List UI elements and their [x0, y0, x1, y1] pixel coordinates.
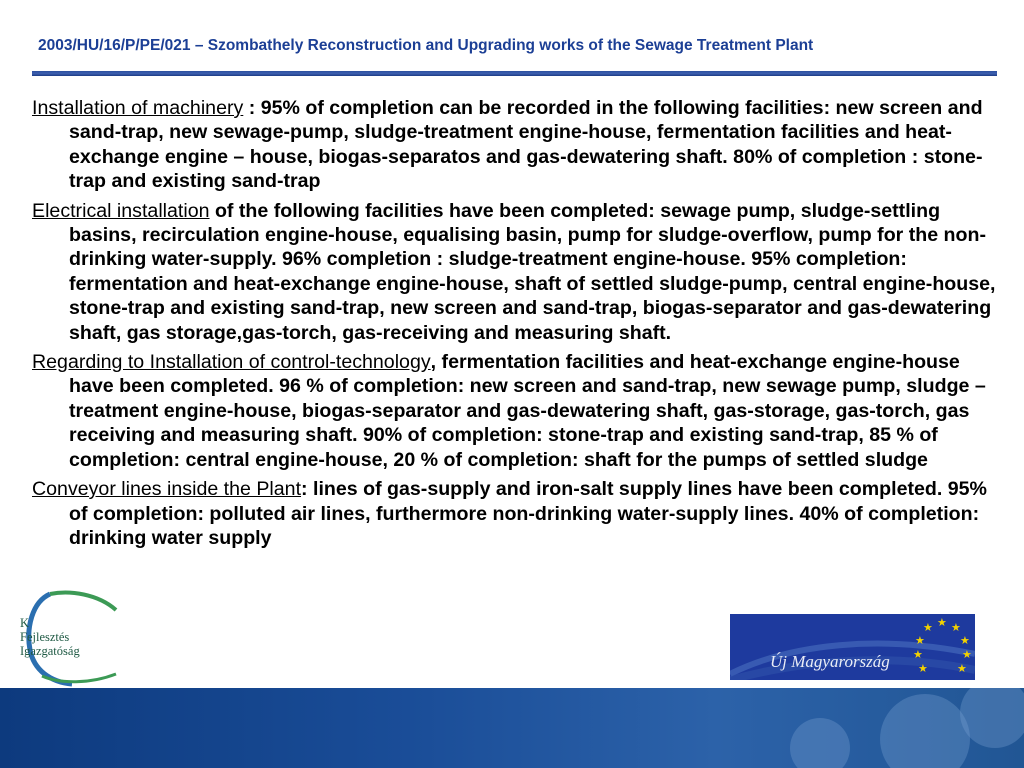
- section-heading-conveyor-lines: Conveyor lines inside the Plant: [32, 478, 302, 501]
- progress-paragraph-electrical: [32, 199, 998, 345]
- eu-star-icon: ★: [937, 617, 947, 629]
- eu-banner: [730, 614, 975, 680]
- section-text-conveyor-lines: : lines of gas-supply and iron-salt supply lines have been completed. 95% of completion: polluted air lines, furthermore non-drinking water-supply lines. 40% of completion: drinking water supply: [69, 478, 987, 549]
- eu-star-icon: ★: [951, 622, 961, 634]
- section-text-machinery: : 95% of completion can be recorded in the following facilities: new screen and sand-trap, new sewage-pump, sludge-treatment engine-house, fermentation facilities and heat-exchange engine – house, biogas-separatos and gas-dewatering shaft. 80% of completion : stone-trap and existing sand-trap: [69, 97, 983, 193]
- slide-header-title: 2003/HU/16/P/PE/021 – Szombathely Reconstruction and Upgrading works of the Sewage Treatment Plant: [38, 37, 814, 54]
- agency-logo-line-2: Fejlesztés: [20, 630, 70, 644]
- section-text-electrical: of the following facilities have been completed: sewage pump, sludge-settling basins, recirculation engine-house, equalising basin, pump for sludge-overflow, pump for the non-drinking water-supply. 96% completion : sludge-treatment engine-house. 95% completion: fermentation and heat-exchange engine-house, shaft of settled sludge-pump, central engine-house, stone-trap and existing sand-trap, new screen and sand-trap, biogas-separator and gas-dewatering shaft, gas storage,gas-torch, gas-receiving and measuring shaft.: [69, 199, 996, 344]
- section-text-control-technology: , fermentation facilities and heat-exchange engine-house have been completed. 96 % of completion: new screen and sand-trap, new sewage pump, sludge – treatment engine-house, biogas-separator and gas-dewatering shaft, gas-storage, gas-torch, gas receiving and measuring shaft. 90% of completion: stone-trap and existing sand-trap, 85 % of completion: central engine-house, 20 % of completion: shaft for the pumps of settled sludge: [69, 351, 986, 471]
- eu-star-icon: ★: [957, 663, 967, 675]
- eu-star-icon: ★: [918, 663, 928, 675]
- eu-banner-slogan: Új Magyarország: [770, 652, 890, 671]
- slide-body: [32, 96, 998, 555]
- eu-star-icon: ★: [962, 649, 972, 661]
- agency-logo-line-1: K: [20, 616, 30, 630]
- eu-star-icon: ★: [923, 622, 933, 634]
- section-heading-machinery: Installation of machinery: [32, 97, 244, 119]
- footer-decoration: [790, 718, 850, 768]
- progress-paragraph-conveyor-lines: [32, 477, 998, 550]
- footer-decoration: [880, 694, 970, 768]
- header-divider: [32, 71, 997, 76]
- footer-band: [0, 688, 1024, 768]
- progress-paragraph-control-technology: [32, 350, 998, 472]
- eu-star-icon: ★: [960, 635, 970, 647]
- progress-paragraph-machinery: [32, 96, 998, 194]
- section-heading-electrical: Electrical installation: [32, 199, 210, 222]
- agency-logo-line-3: Igazgatóság: [20, 644, 80, 658]
- eu-star-icon: ★: [913, 649, 923, 661]
- section-heading-control-technology: Regarding to Installation of control-technology: [32, 351, 431, 374]
- agency-logo-text: [20, 616, 80, 658]
- agency-logo: [20, 588, 126, 688]
- eu-star-icon: ★: [915, 635, 925, 647]
